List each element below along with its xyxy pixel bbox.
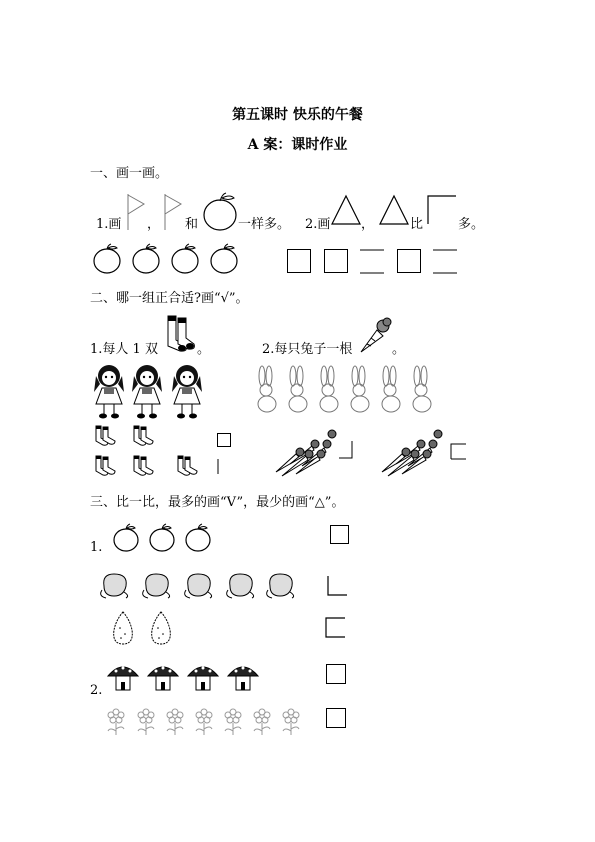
- apple-icon: [184, 524, 212, 552]
- peach-icon: [182, 570, 216, 600]
- q1-suffix: 一样多。: [238, 217, 291, 232]
- square-shape: [287, 249, 311, 273]
- mushroom-house-icon: [186, 660, 220, 692]
- answer-box[interactable]: [326, 708, 346, 728]
- section-3-heading: 三、比一比，最多的画“V”，最少的画“△”。: [90, 495, 345, 510]
- section-2-heading: 二、哪一组正合适?画“√”。: [90, 291, 249, 306]
- apple-icon: [131, 244, 161, 274]
- square-shape: [324, 249, 348, 273]
- flower-icon: [134, 705, 158, 737]
- page-title: 第五课时 快乐的午餐: [232, 107, 363, 123]
- blank-line: [360, 249, 386, 275]
- peach-icon: [98, 570, 132, 600]
- q2-comma: ，: [361, 217, 375, 232]
- girl-icon: [170, 362, 204, 420]
- rabbit-icon: [345, 366, 373, 414]
- socks-icon: [160, 314, 198, 354]
- blank-line: [433, 249, 459, 275]
- answer-box[interactable]: [217, 433, 231, 447]
- answer-box-partial[interactable]: [217, 458, 233, 476]
- q2-duo: 多。: [458, 217, 485, 232]
- apple-icon: [148, 524, 176, 552]
- s3-q1-label: 1.: [90, 540, 103, 555]
- s2-q2-text: 2.每只兔子一根: [262, 342, 353, 357]
- mushroom-house-icon: [226, 660, 260, 692]
- apple-icon: [170, 244, 200, 274]
- socks-icon: [172, 454, 208, 482]
- s2-q2-end: 。: [392, 342, 406, 357]
- s2-q1-end: 。: [197, 342, 211, 357]
- peach-icon: [224, 570, 258, 600]
- q1-prefix: 1.画: [96, 217, 122, 232]
- answer-box-partial[interactable]: [450, 443, 468, 461]
- apple-icon: [92, 244, 122, 274]
- carrot-icon: [355, 314, 393, 356]
- answer-box[interactable]: [330, 525, 349, 544]
- page-subtitle: A 案：课时作业: [247, 137, 348, 153]
- girl-icon: [92, 362, 126, 420]
- rabbit-icon: [376, 366, 404, 414]
- rabbit-icon: [407, 366, 435, 414]
- carrots-group-icon: [272, 426, 342, 478]
- pear-icon: [108, 610, 138, 646]
- girl-icon: [130, 362, 164, 420]
- rabbit-icon: [314, 366, 342, 414]
- q2-bi: 比: [410, 217, 424, 232]
- peach-icon: [264, 570, 298, 600]
- peach-icon: [140, 570, 174, 600]
- triangle-icon: [330, 194, 362, 226]
- answer-box-partial[interactable]: [327, 575, 349, 597]
- s2-q1-text: 1.每人 1 双: [90, 342, 158, 357]
- answer-box[interactable]: [326, 664, 346, 684]
- rabbit-icon: [252, 366, 280, 414]
- q1-and: 和: [185, 217, 199, 232]
- apple-icon: [209, 244, 239, 274]
- apple-icon: [112, 524, 140, 552]
- carrots-group-icon: [378, 426, 448, 478]
- flower-icon: [279, 705, 303, 737]
- square-shape: [397, 249, 421, 273]
- socks-group-icon: [90, 424, 168, 482]
- triangle-icon: [378, 194, 410, 226]
- flower-icon: [250, 705, 274, 737]
- pear-icon: [146, 610, 176, 646]
- section-1-heading: 一、画一画。: [90, 166, 169, 181]
- answer-box-partial[interactable]: [325, 617, 347, 639]
- flower-icon: [104, 705, 128, 737]
- q2-prefix: 2.画: [305, 217, 331, 232]
- q1-comma: ，: [147, 217, 161, 232]
- mushroom-house-icon: [106, 660, 140, 692]
- answer-box-partial[interactable]: [338, 440, 354, 460]
- flag-icon: [126, 192, 148, 232]
- flower-icon: [163, 705, 187, 737]
- flower-icon: [192, 705, 216, 737]
- mushroom-house-icon: [146, 660, 180, 692]
- flag-icon: [163, 192, 185, 232]
- rabbit-icon: [283, 366, 311, 414]
- square-icon: [426, 194, 458, 226]
- apple-icon: [202, 192, 240, 232]
- s3-q2-label: 2.: [90, 683, 103, 698]
- flower-icon: [221, 705, 245, 737]
